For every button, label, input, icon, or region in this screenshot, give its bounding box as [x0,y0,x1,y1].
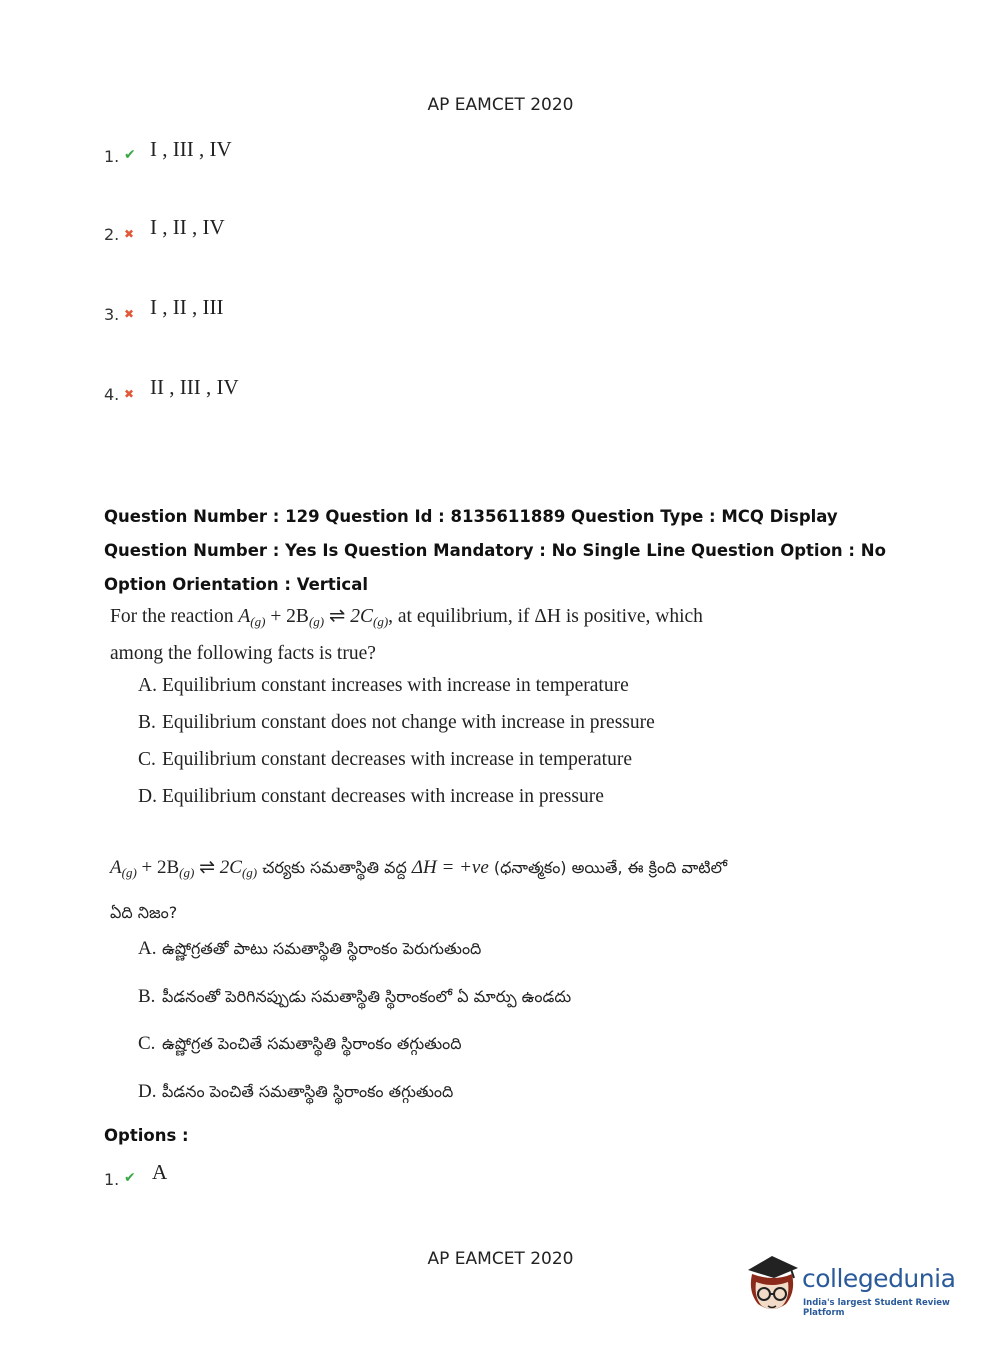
statement-item [138,934,571,982]
question-text-telugu [110,848,750,933]
option-number: 1. [104,1170,120,1189]
statement-item [138,1077,571,1125]
question-meta: Question Number : 129 Question Id : 8135611889 Question Type : MCQ Display Question Number : Yes Is Question Mandatory : No Single Line Question Option : No Option Orientation : Vertical [104,507,886,594]
statement-letter: A. [138,675,157,696]
subscript: (g) [372,614,389,629]
statement-letter: D. [138,1080,157,1102]
logo-tagline: India's largest Student Review Platform [803,1298,950,1318]
subscript: (g) [241,865,258,880]
option-number: 2. [104,225,120,244]
answer-option-row-1 [104,1160,404,1194]
option-text: II , III , IV [150,375,239,399]
question-rest: , at equilibrium, if ΔH is positive, which among the following facts is true? [110,606,703,664]
formula-a: A [110,857,122,878]
cross-icon: ✖ [124,307,135,321]
question-text-english [110,601,750,670]
statement-letter: D. [138,786,157,807]
statement-item [138,709,655,746]
student-mascot-icon [742,1248,804,1318]
statement-text: Equilibrium constant increases with increase in temperature [162,675,629,696]
formula-a: A [238,606,251,627]
option-row-1 [104,137,404,171]
option-number: 3. [104,305,120,324]
check-icon: ✔ [124,147,136,163]
question-intro: For the reaction [110,606,234,627]
subscript: (g) [179,865,195,880]
delta-h: ΔH = +ve [411,857,489,878]
statement-letter: A. [138,938,157,959]
option-number: 1. [104,147,120,166]
option-text: A [152,1160,168,1184]
options-label: Options : [104,1126,189,1145]
collegedunia-logo [742,1248,972,1318]
equilibrium-arrow: ⇌ [324,606,351,627]
option-number: 4. [104,385,120,404]
option-text: I , II , III [150,295,224,319]
formula-c: 2C [219,857,242,878]
formula-plus-2b: + 2B [265,606,309,627]
subscript: (g) [121,865,137,880]
statement-text: ఉష్ణోగ్రత పెంచితే సమతాస్థితి స్థిరాంకం తగ్గుతుంది [162,1034,462,1053]
question-mid: చర్యకు సమతాస్థితి వద్ద [257,858,412,877]
statement-letter: B. [138,985,156,1007]
option-text: I , II , IV [150,215,225,239]
statement-text: పీడనం పెంచితే సమతాస్థితి స్థిరాంకం తగ్గుతుంది [162,1081,454,1101]
statement-item [138,783,655,820]
statement-letter: B. [138,712,156,733]
statement-item [138,672,655,709]
subscript: (g) [250,614,266,629]
statement-list-telugu [138,934,571,1124]
statement-item [138,1029,571,1077]
subscript: (g) [308,614,325,629]
statement-item [138,982,571,1030]
formula-c: 2C [350,606,373,627]
formula-plus-2b: + 2B [136,857,180,878]
cross-icon: ✖ [124,227,135,241]
statement-text: ఉష్ణోగ్రతతో పాటు సమతాస్థితి స్థిరాంకం పెరుగుతుంది [162,939,482,958]
statement-text: పీడనంతో పెరిగినప్పుడు సమతాస్థితి స్థిరాంకంలో ఏ మార్పు ఉండదు [162,986,572,1006]
statement-letter: C. [138,1033,156,1054]
statement-text: Equilibrium constant decreases with increase in temperature [162,749,632,770]
option-text: I , III , IV [150,137,232,161]
option-row-3 [104,295,404,329]
statement-item [138,746,655,783]
statement-letter: C. [138,749,156,770]
statement-list-english [138,672,655,820]
logo-name: collegedunia [802,1264,956,1293]
statement-text: Equilibrium constant does not change with increase in pressure [162,712,655,733]
option-row-4 [104,375,404,409]
page-header-title: AP EAMCET 2020 [427,95,574,115]
page-footer-title: AP EAMCET 2020 [427,1249,574,1269]
cross-icon: ✖ [124,387,135,401]
equilibrium-arrow: ⇌ [194,857,220,878]
question-rest: (ధనాత్మకం) అయితే, ఈ క్రింది వాటిలో ఏది నిజం? [110,858,728,922]
option-row-2 [104,215,404,249]
statement-text: Equilibrium constant decreases with increase in pressure [162,786,604,807]
check-icon: ✔ [124,1170,136,1186]
